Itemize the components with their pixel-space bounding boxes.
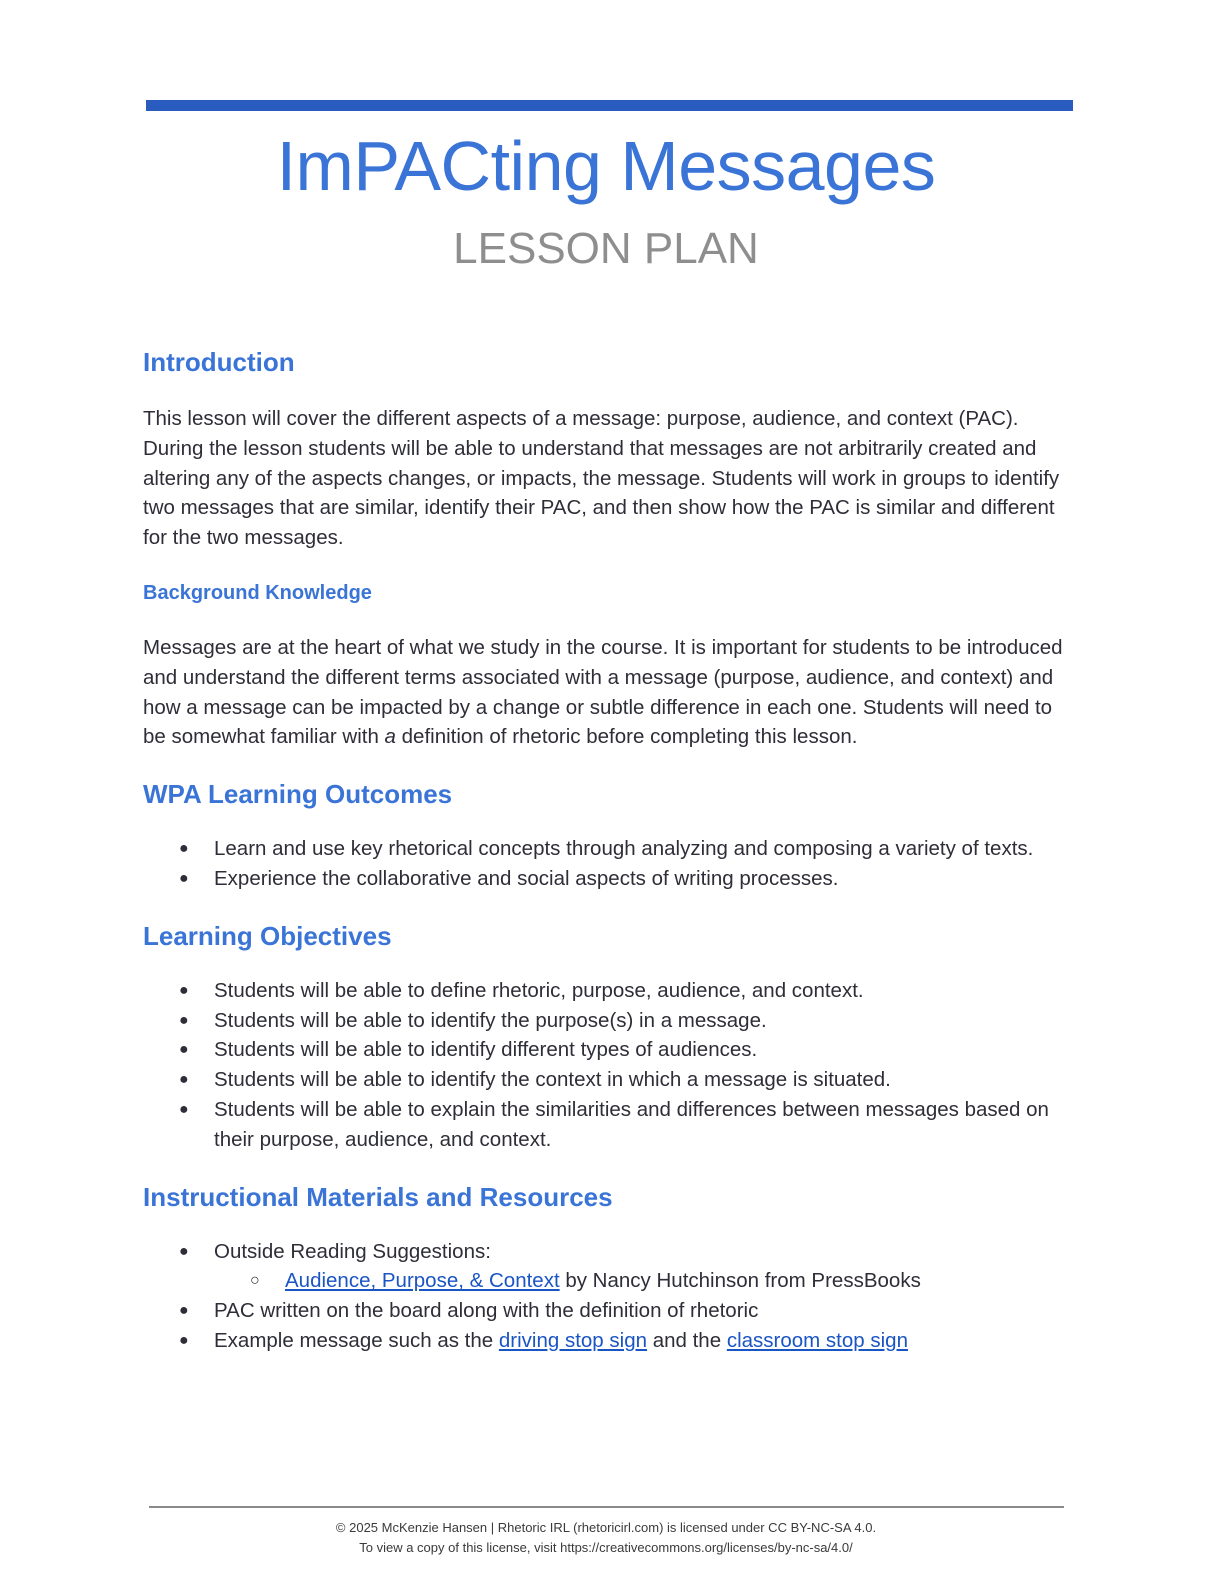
- list-item: ● Outside Reading Suggestions: ○ Audience, Purpose, & Context by Nancy Hutchinson from PressBooks: [143, 1237, 1073, 1297]
- top-rule: [146, 100, 1073, 111]
- bullet-icon: ●: [179, 981, 189, 999]
- bullet-icon: ●: [179, 1302, 189, 1320]
- background-knowledge-heading: Background Knowledge: [143, 581, 372, 604]
- background-text-end: definition of rhetoric before completing this lesson.: [395, 725, 858, 749]
- background-text-start: Messages are at the heart of what we study in the course. It is important for students to be introduced and understand the different terms associated with a message (purpose, audience, and context) and how a message can be impacted by a change or subtle difference in each one. Students will need to be somewhat familiar with: [143, 635, 1063, 749]
- audience-purpose-context-link[interactable]: Audience, Purpose, & Context: [285, 1269, 560, 1293]
- footer-license-line: © 2025 McKenzie Hansen | Rhetoric IRL (rhetoricirl.com) is licensed under CC BY-NC-SA 4.0.: [335, 1520, 877, 1535]
- bullet-icon: ●: [179, 840, 189, 858]
- learning-objectives-heading: Learning Objectives: [143, 920, 392, 951]
- list-item: ● Example message such as the driving stop sign and the classroom stop sign: [143, 1326, 1073, 1356]
- list-item: ● Students will be able to explain the similarities and differences between messages based on their purpose, audience, and context.: [143, 1095, 1073, 1155]
- list-item: ● Learn and use key rhetorical concepts through analyzing and composing a variety of texts.: [143, 834, 1073, 864]
- list-item: ● Experience the collaborative and social aspects of writing processes.: [143, 864, 1073, 894]
- list-item: ● Students will be able to identify the context in which a message is situated.: [143, 1065, 1073, 1095]
- bullet-icon: ●: [179, 1242, 189, 1260]
- learning-objectives-list: [143, 976, 1073, 1155]
- bullet-icon: ●: [179, 1331, 189, 1349]
- page-subtitle: LESSON PLAN: [453, 224, 759, 273]
- sub-list-item: ○ Audience, Purpose, & Context by Nancy Hutchinson from PressBooks: [214, 1266, 1073, 1296]
- classroom-stop-sign-link[interactable]: classroom stop sign: [726, 1328, 908, 1352]
- footer-rule: [149, 1506, 1064, 1508]
- materials-list: [143, 1237, 1073, 1356]
- list-item: ● PAC written on the board along with the definition of rhetoric: [143, 1296, 1073, 1326]
- list-item: ● Students will be able to identify the purpose(s) in a message.: [143, 1006, 1073, 1036]
- hollow-bullet-icon: ○: [250, 1272, 260, 1290]
- background-italic-word: a: [384, 725, 396, 749]
- bullet-icon: ●: [179, 1041, 189, 1059]
- document-body: [143, 340, 1073, 1356]
- background-knowledge-paragraph: [143, 633, 1073, 752]
- reading-suggestions-sublist: [214, 1266, 1073, 1296]
- list-item: ● Students will be able to identify different types of audiences.: [143, 1035, 1073, 1065]
- footer-license-url-line: To view a copy of this license, visit https://creativecommons.org/licenses/by-nc-sa/4.0/: [359, 1539, 853, 1555]
- introduction-heading: Introduction: [143, 347, 295, 377]
- wpa-outcomes-list: [143, 834, 1073, 894]
- bullet-icon: ●: [179, 1071, 189, 1089]
- introduction-paragraph: This lesson will cover the different aspects of a message: purpose, audience, and context (PAC). During the lesson students will be able to understand that messages are not arbitrarily created and altering any of the aspects changes, or impacts, the message. Students will work in groups to identify two messages that are similar, identify their PAC, and then show how the PAC is similar and different for the two messages.: [143, 407, 1060, 550]
- driving-stop-sign-link[interactable]: driving stop sign: [498, 1328, 648, 1352]
- bullet-icon: ●: [179, 869, 189, 887]
- list-item: ● Students will be able to define rhetoric, purpose, audience, and context.: [143, 976, 1073, 1006]
- materials-heading: Instructional Materials and Resources: [143, 1181, 613, 1212]
- wpa-outcomes-heading: WPA Learning Outcomes: [143, 779, 453, 810]
- footer: [0, 1518, 1212, 1557]
- page-title: ImPACting Messages: [276, 127, 936, 205]
- bullet-icon: ●: [179, 1100, 189, 1118]
- bullet-icon: ●: [179, 1011, 189, 1029]
